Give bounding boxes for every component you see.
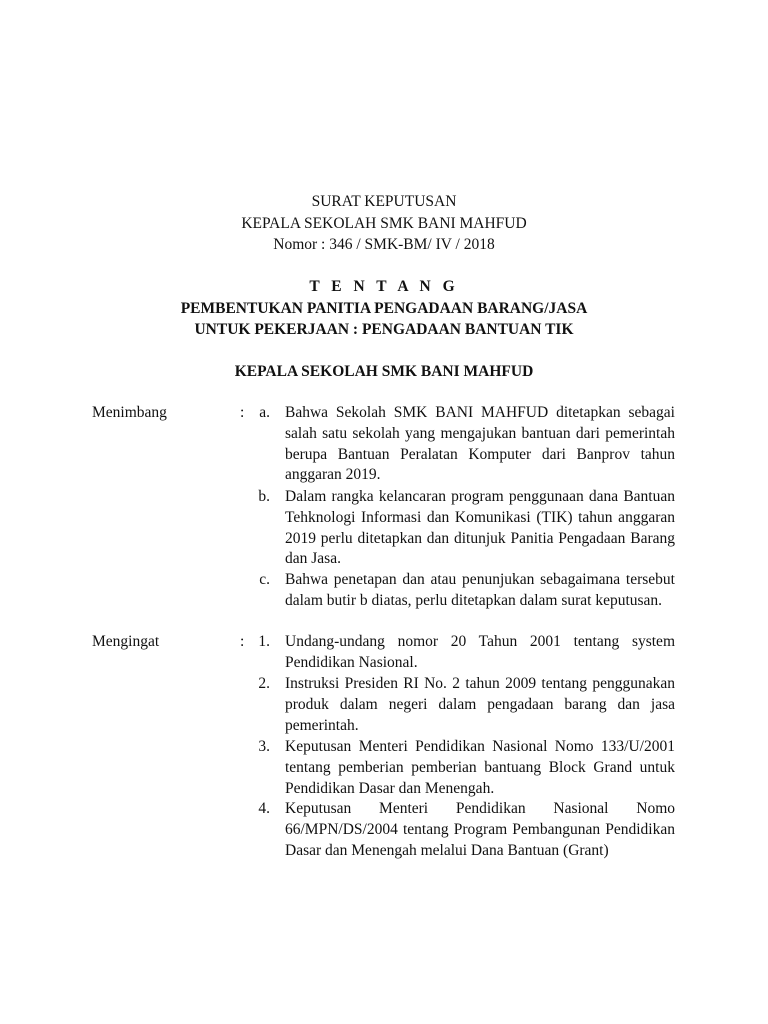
menimbang-item-a: Bahwa Sekolah SMK BANI MAHFUD ditetapkan sebagai salah satu sekolah yang mengajukan bantuan dari pemerintah berupa Bantuan Peralatan Komputer dari Banprov tahun anggaran 2019.: [285, 404, 675, 484]
doc-title: SURAT KEPUTUSAN: [311, 193, 457, 210]
mengingat-item-1: Undang-undang nomor 20 Tahun 2001 tentang system Pendidikan Nasional.: [285, 633, 675, 671]
mengingat-colon: :: [240, 633, 245, 650]
doc-number: Nomor : 346 / SMK-BM/ IV / 2018: [273, 236, 495, 253]
mengingat-marker-3: 3.: [258, 738, 270, 755]
menimbang-item-b: Dalam rangka kelancaran program penggunaan dana Bantuan Tehknologi Informasi dan Komunikasi (TIK) tahun anggaran 2019 perlu ditetapkan dan ditunjuk Panitia Pengadaan Barang dan Jasa.: [285, 488, 675, 568]
mengingat-marker-2: 2.: [258, 675, 270, 692]
menimbang-colon: :: [240, 404, 245, 421]
mengingat-marker-1: 1.: [258, 633, 270, 650]
subject-line-1: PEMBENTUKAN PANITIA PENGADAAN BARANG/JASA: [180, 300, 588, 317]
mengingat-item-4: Keputusan Menteri Pendidikan Nasional Nomo 66/MPN/DS/2004 tentang Program Pembangunan Pendidikan Dasar dan Menengah melalui Dana Bantuan (Grant): [285, 800, 675, 859]
mengingat-item-2: Instruksi Presiden RI No. 2 tahun 2009 tentang penggunakan produk dalam negeri dalam pengadaan barang dan jasa pemerintah.: [285, 675, 675, 734]
doc-issuer: KEPALA SEKOLAH SMK BANI MAHFUD: [241, 215, 527, 232]
menimbang-marker-c: c.: [259, 571, 270, 588]
menimbang-marker-a: a.: [259, 404, 270, 421]
mengingat-item-3: Keputusan Menteri Pendidikan Nasional Nomo 133/U/2001 tentang pemberian pemberian bantuang Block Grand untuk Pendidikan Dasar dan Menengah.: [285, 738, 675, 797]
mengingat-marker-4: 4.: [258, 800, 270, 817]
mengingat-label: Mengingat: [92, 633, 160, 650]
menimbang-marker-b: b.: [258, 488, 270, 505]
subject-line-2: UNTUK PEKERJAAN : PENGADAAN BANTUAN TIK: [194, 321, 574, 338]
signatory-heading: KEPALA SEKOLAH SMK BANI MAHFUD: [234, 363, 534, 380]
tentang-title: T E N T A N G: [309, 278, 459, 295]
menimbang-label: Menimbang: [92, 404, 167, 421]
menimbang-item-c: Bahwa penetapan dan atau penunjukan sebagaimana tersebut dalam butir b diatas, perlu ditetapkan dalam surat keputusan.: [285, 571, 675, 609]
